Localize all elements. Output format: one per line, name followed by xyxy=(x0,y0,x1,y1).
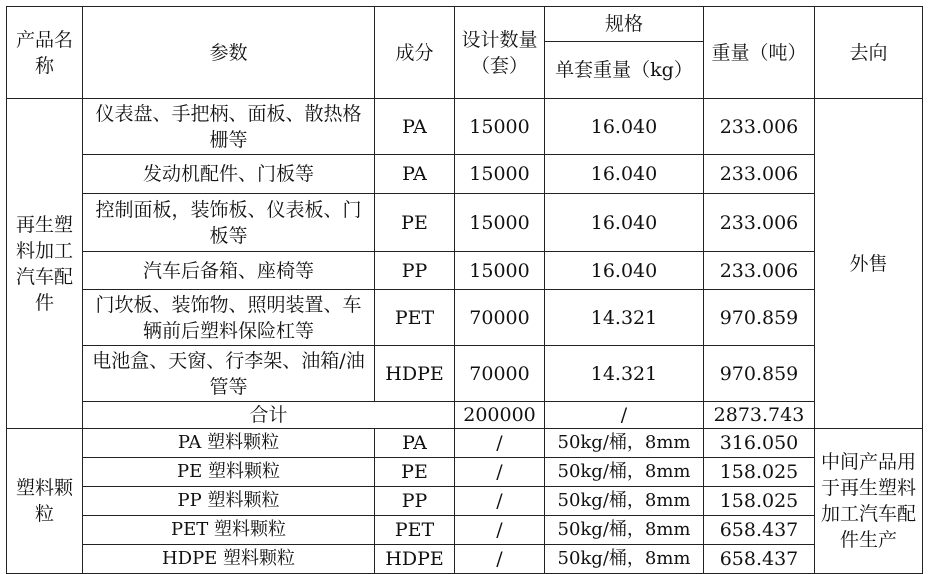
row-unit-weight: 14.321 xyxy=(545,346,704,402)
header-component: 成分 xyxy=(375,7,455,99)
row-component: HDPE xyxy=(375,545,455,574)
total-label: 合计 xyxy=(83,402,455,429)
row-weight: 658.437 xyxy=(704,545,815,574)
row-param: PA 塑料颗粒 xyxy=(83,429,375,458)
row-unit-weight: 50kg/桶，8mm xyxy=(545,487,704,516)
row-qty: 15000 xyxy=(455,99,545,155)
row-unit-weight: 50kg/桶，8mm xyxy=(545,429,704,458)
header-destination: 去向 xyxy=(815,7,923,99)
row-unit-weight: 50kg/桶，8mm xyxy=(545,545,704,574)
table-row xyxy=(7,252,923,290)
row-param: 电池盒、天窗、行李架、油箱/油管等 xyxy=(83,346,375,402)
total-unit-weight: / xyxy=(545,402,704,429)
row-weight: 233.006 xyxy=(704,99,815,155)
table-row xyxy=(7,194,923,252)
row-unit-weight: 50kg/桶，8mm xyxy=(545,458,704,487)
header-name: 产品名称 xyxy=(7,7,83,99)
total-qty: 200000 xyxy=(455,402,545,429)
table-row xyxy=(7,99,923,155)
row-qty: 15000 xyxy=(455,252,545,290)
header-weight: 重量（吨） xyxy=(704,7,815,99)
row-unit-weight: 14.321 xyxy=(545,290,704,346)
group2-destination: 中间产品用于再生塑料加工汽车配件生产 xyxy=(815,429,923,574)
row-unit-weight: 50kg/桶，8mm xyxy=(545,516,704,545)
row-qty: 70000 xyxy=(455,346,545,402)
row-param: PP 塑料颗粒 xyxy=(83,487,375,516)
row-param: 发动机配件、门板等 xyxy=(83,155,375,194)
row-component: PA xyxy=(375,155,455,194)
row-param: 汽车后备箱、座椅等 xyxy=(83,252,375,290)
row-component: PET xyxy=(375,290,455,346)
row-component: PE xyxy=(375,458,455,487)
row-qty: 15000 xyxy=(455,194,545,252)
row-qty: 15000 xyxy=(455,155,545,194)
row-component: PA xyxy=(375,99,455,155)
group1-name: 再生塑料加工汽车配件 xyxy=(7,99,83,429)
table-row xyxy=(7,516,923,545)
row-weight: 233.006 xyxy=(704,155,815,194)
row-component: PP xyxy=(375,487,455,516)
header-design-qty: 设计数量（套） xyxy=(455,7,545,99)
product-table xyxy=(6,6,923,574)
row-unit-weight: 16.040 xyxy=(545,252,704,290)
row-weight: 316.050 xyxy=(704,429,815,458)
row-param: PET 塑料颗粒 xyxy=(83,516,375,545)
row-unit-weight: 16.040 xyxy=(545,99,704,155)
row-weight: 658.437 xyxy=(704,516,815,545)
row-param: 控制面板，装饰板、仪表板、门板等 xyxy=(83,194,375,252)
table-row xyxy=(7,545,923,574)
group2-name: 塑料颗粒 xyxy=(7,429,83,574)
group1-destination: 外售 xyxy=(815,99,923,429)
row-component: PA xyxy=(375,429,455,458)
table-row xyxy=(7,155,923,194)
row-weight: 233.006 xyxy=(704,194,815,252)
row-qty: / xyxy=(455,458,545,487)
row-qty: / xyxy=(455,487,545,516)
row-component: PET xyxy=(375,516,455,545)
row-param: HDPE 塑料颗粒 xyxy=(83,545,375,574)
row-param: PE 塑料颗粒 xyxy=(83,458,375,487)
row-weight: 970.859 xyxy=(704,346,815,402)
header-unit-weight: 单套重量（kg） xyxy=(545,42,704,99)
table-row xyxy=(7,487,923,516)
row-weight: 233.006 xyxy=(704,252,815,290)
row-component: HDPE xyxy=(375,346,455,402)
header-spec: 规格 xyxy=(545,7,704,42)
row-qty: / xyxy=(455,516,545,545)
row-weight: 970.859 xyxy=(704,290,815,346)
row-weight: 158.025 xyxy=(704,487,815,516)
total-weight: 2873.743 xyxy=(704,402,815,429)
table-row xyxy=(7,290,923,346)
row-qty: 70000 xyxy=(455,290,545,346)
row-component: PP xyxy=(375,252,455,290)
row-qty: / xyxy=(455,545,545,574)
row-unit-weight: 16.040 xyxy=(545,155,704,194)
table-row xyxy=(7,429,923,458)
row-qty: / xyxy=(455,429,545,458)
table-row xyxy=(7,346,923,402)
row-unit-weight: 16.040 xyxy=(545,194,704,252)
row-component: PE xyxy=(375,194,455,252)
header-params: 参数 xyxy=(83,7,375,99)
row-param: 门坎板、装饰物、照明装置、车辆前后塑料保险杠等 xyxy=(83,290,375,346)
row-param: 仪表盘、手把柄、面板、散热格栅等 xyxy=(83,99,375,155)
row-weight: 158.025 xyxy=(704,458,815,487)
table-row xyxy=(7,458,923,487)
total-row xyxy=(7,402,923,429)
